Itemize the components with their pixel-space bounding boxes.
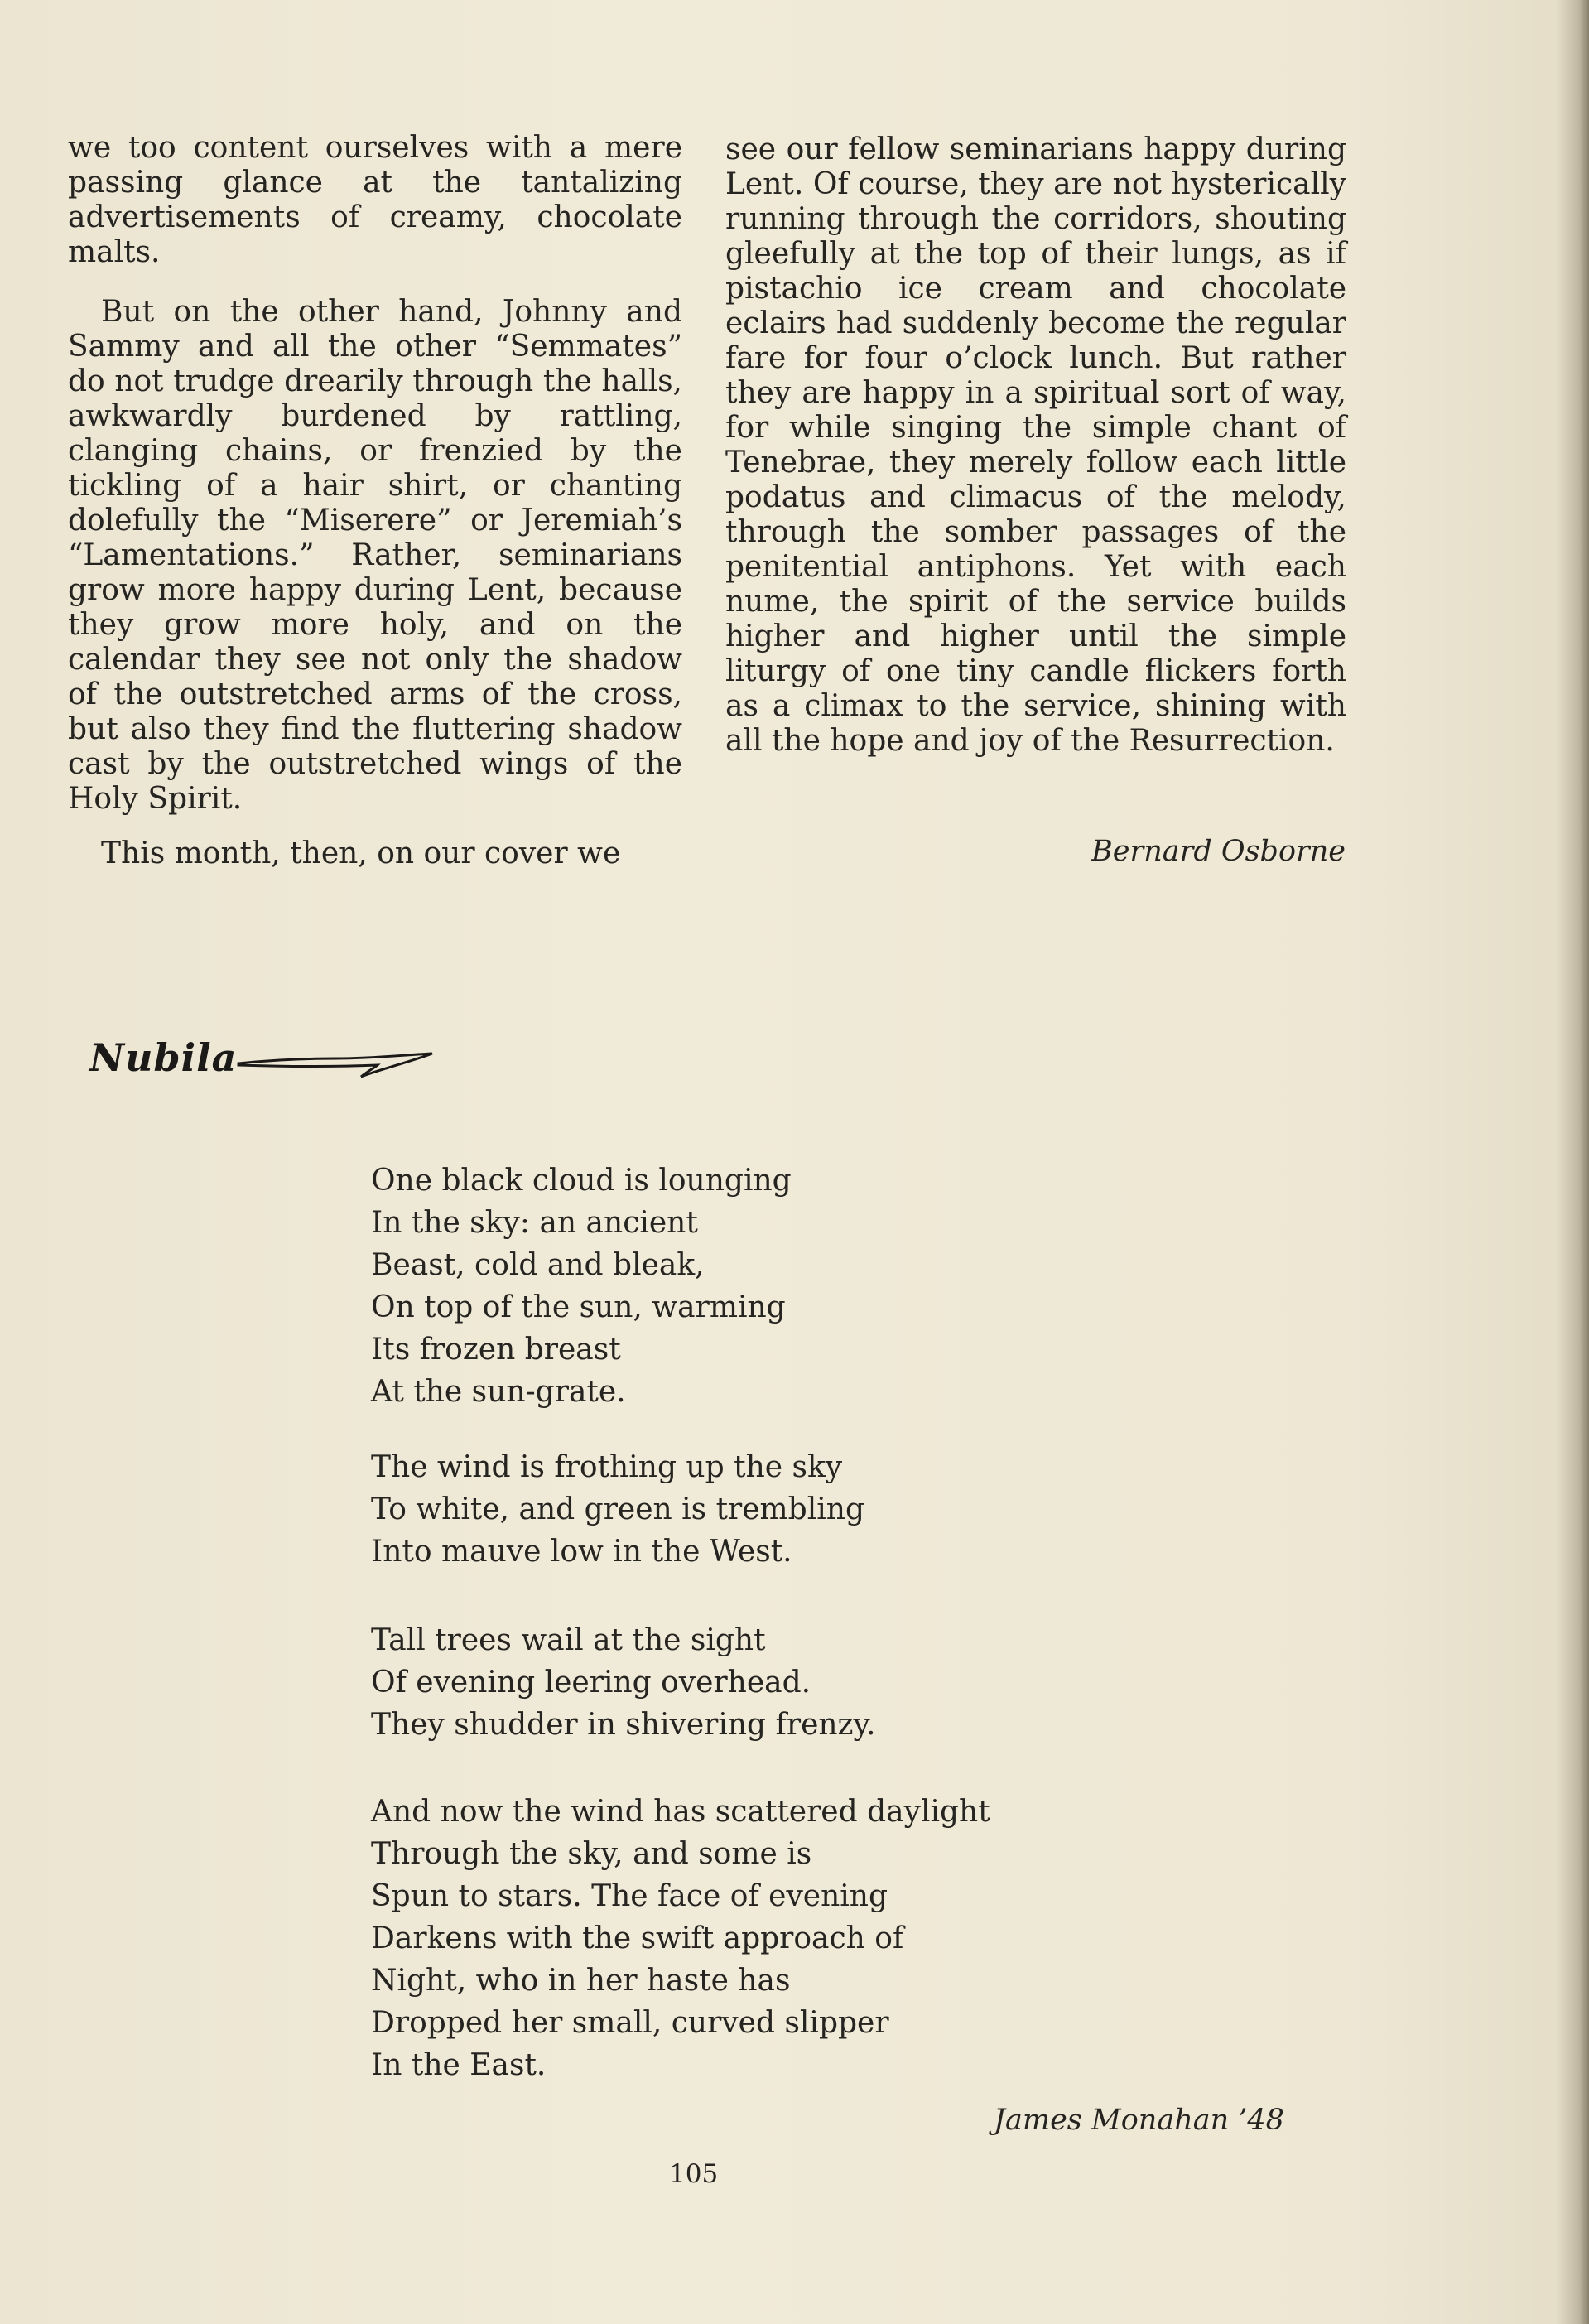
poem-line: To white, and green is trembling [371,1492,864,1526]
poem-author: James Monahan ’48 [994,2104,1284,2137]
poem-line: Into mauve low in the West. [371,1535,792,1569]
poem-line: Its frozen breast [371,1333,621,1367]
poem-line: And now the wind has scattered daylight [371,1795,990,1829]
poem-line: In the East. [371,2048,547,2082]
poem-line: Of evening leering overhead. [371,1666,811,1700]
article-right-column [725,133,1346,784]
article-paragraph: But on the other hand, Johnny and Sammy and all the other “Semmates” do not trudge drearily through the halls, awkwardly burdened by rattling, clanging chains, or frenzied by the tickling of a hair shirt, or chanting dolefully the “Miserere” or Jeremiah’s “Lamentations.” Rather, seminarians grow more happy during Lent, because they grow more holy, and on the calendar they see not only the shadow of the outstretched arms of the cross, but also they find the fluttering shadow cast by the outstretched wings of the Holy Spirit. [68,295,682,816]
article-cover-line: This month, then, on our cover we [101,837,621,870]
poem-line: The wind is frothing up the sky [371,1450,843,1484]
poem-line: At the sun-grate. [371,1375,626,1409]
poem-line: Night, who in her haste has [371,1964,791,1998]
poem-line: On top of the sun, warming [371,1290,786,1324]
poem-stanza [371,1791,990,2086]
page-number: 105 [669,2159,719,2189]
poem-line: They shudder in shivering frenzy. [371,1708,876,1742]
article-paragraph: see our fellow seminarians happy during Lent. Of course, they are not hysterically running through the corridors, shouting gleefully at the top of their lungs, as if pistachio ice cream and chocolate eclairs had suddenly become the regular fare for four o’clock lunch. But rather they are happy in a spiritual sort of way, for while singing the simple chant of Tenebrae, they merely follow each little podatus and climacus of the melody, through the somber passages of the penitential antiphons. Yet with each nume, the spirit of the service builds higher and higher until the simple liturgy of one tiny candle flickers forth as a climax to the service, shining with all the hope and joy of the Resurrection. [725,133,1346,758]
poem-line: Tall trees wail at the sight [371,1623,766,1657]
poem-line: Dropped her small, curved slipper [371,2006,889,2040]
poem-line: One black cloud is lounging [371,1164,792,1198]
poem-stanza [371,1446,864,1573]
article-author: Bernard Osborne [1091,835,1346,868]
article-paragraph: we too content ourselves with a mere passing glance at the tantalizing advertisements of creamy, chocolate malts. [68,131,682,269]
poem-stanza [371,1160,792,1413]
poem-line: In the sky: an ancient [371,1206,698,1240]
poem-line: Darkens with the swift approach of [371,1921,904,1955]
poem-line: Beast, cold and bleak, [371,1248,705,1282]
poem-line: Through the sky, and some is [371,1837,812,1871]
poem-line: Spun to stars. The face of evening [371,1879,888,1913]
page-edge-shadow [1556,0,1589,2324]
flourish-icon [237,1042,436,1083]
poem-title: Nubila [89,1035,238,1080]
poem-heading [89,1035,437,1093]
poem-stanza [371,1619,876,1746]
article-left-column [68,131,682,841]
